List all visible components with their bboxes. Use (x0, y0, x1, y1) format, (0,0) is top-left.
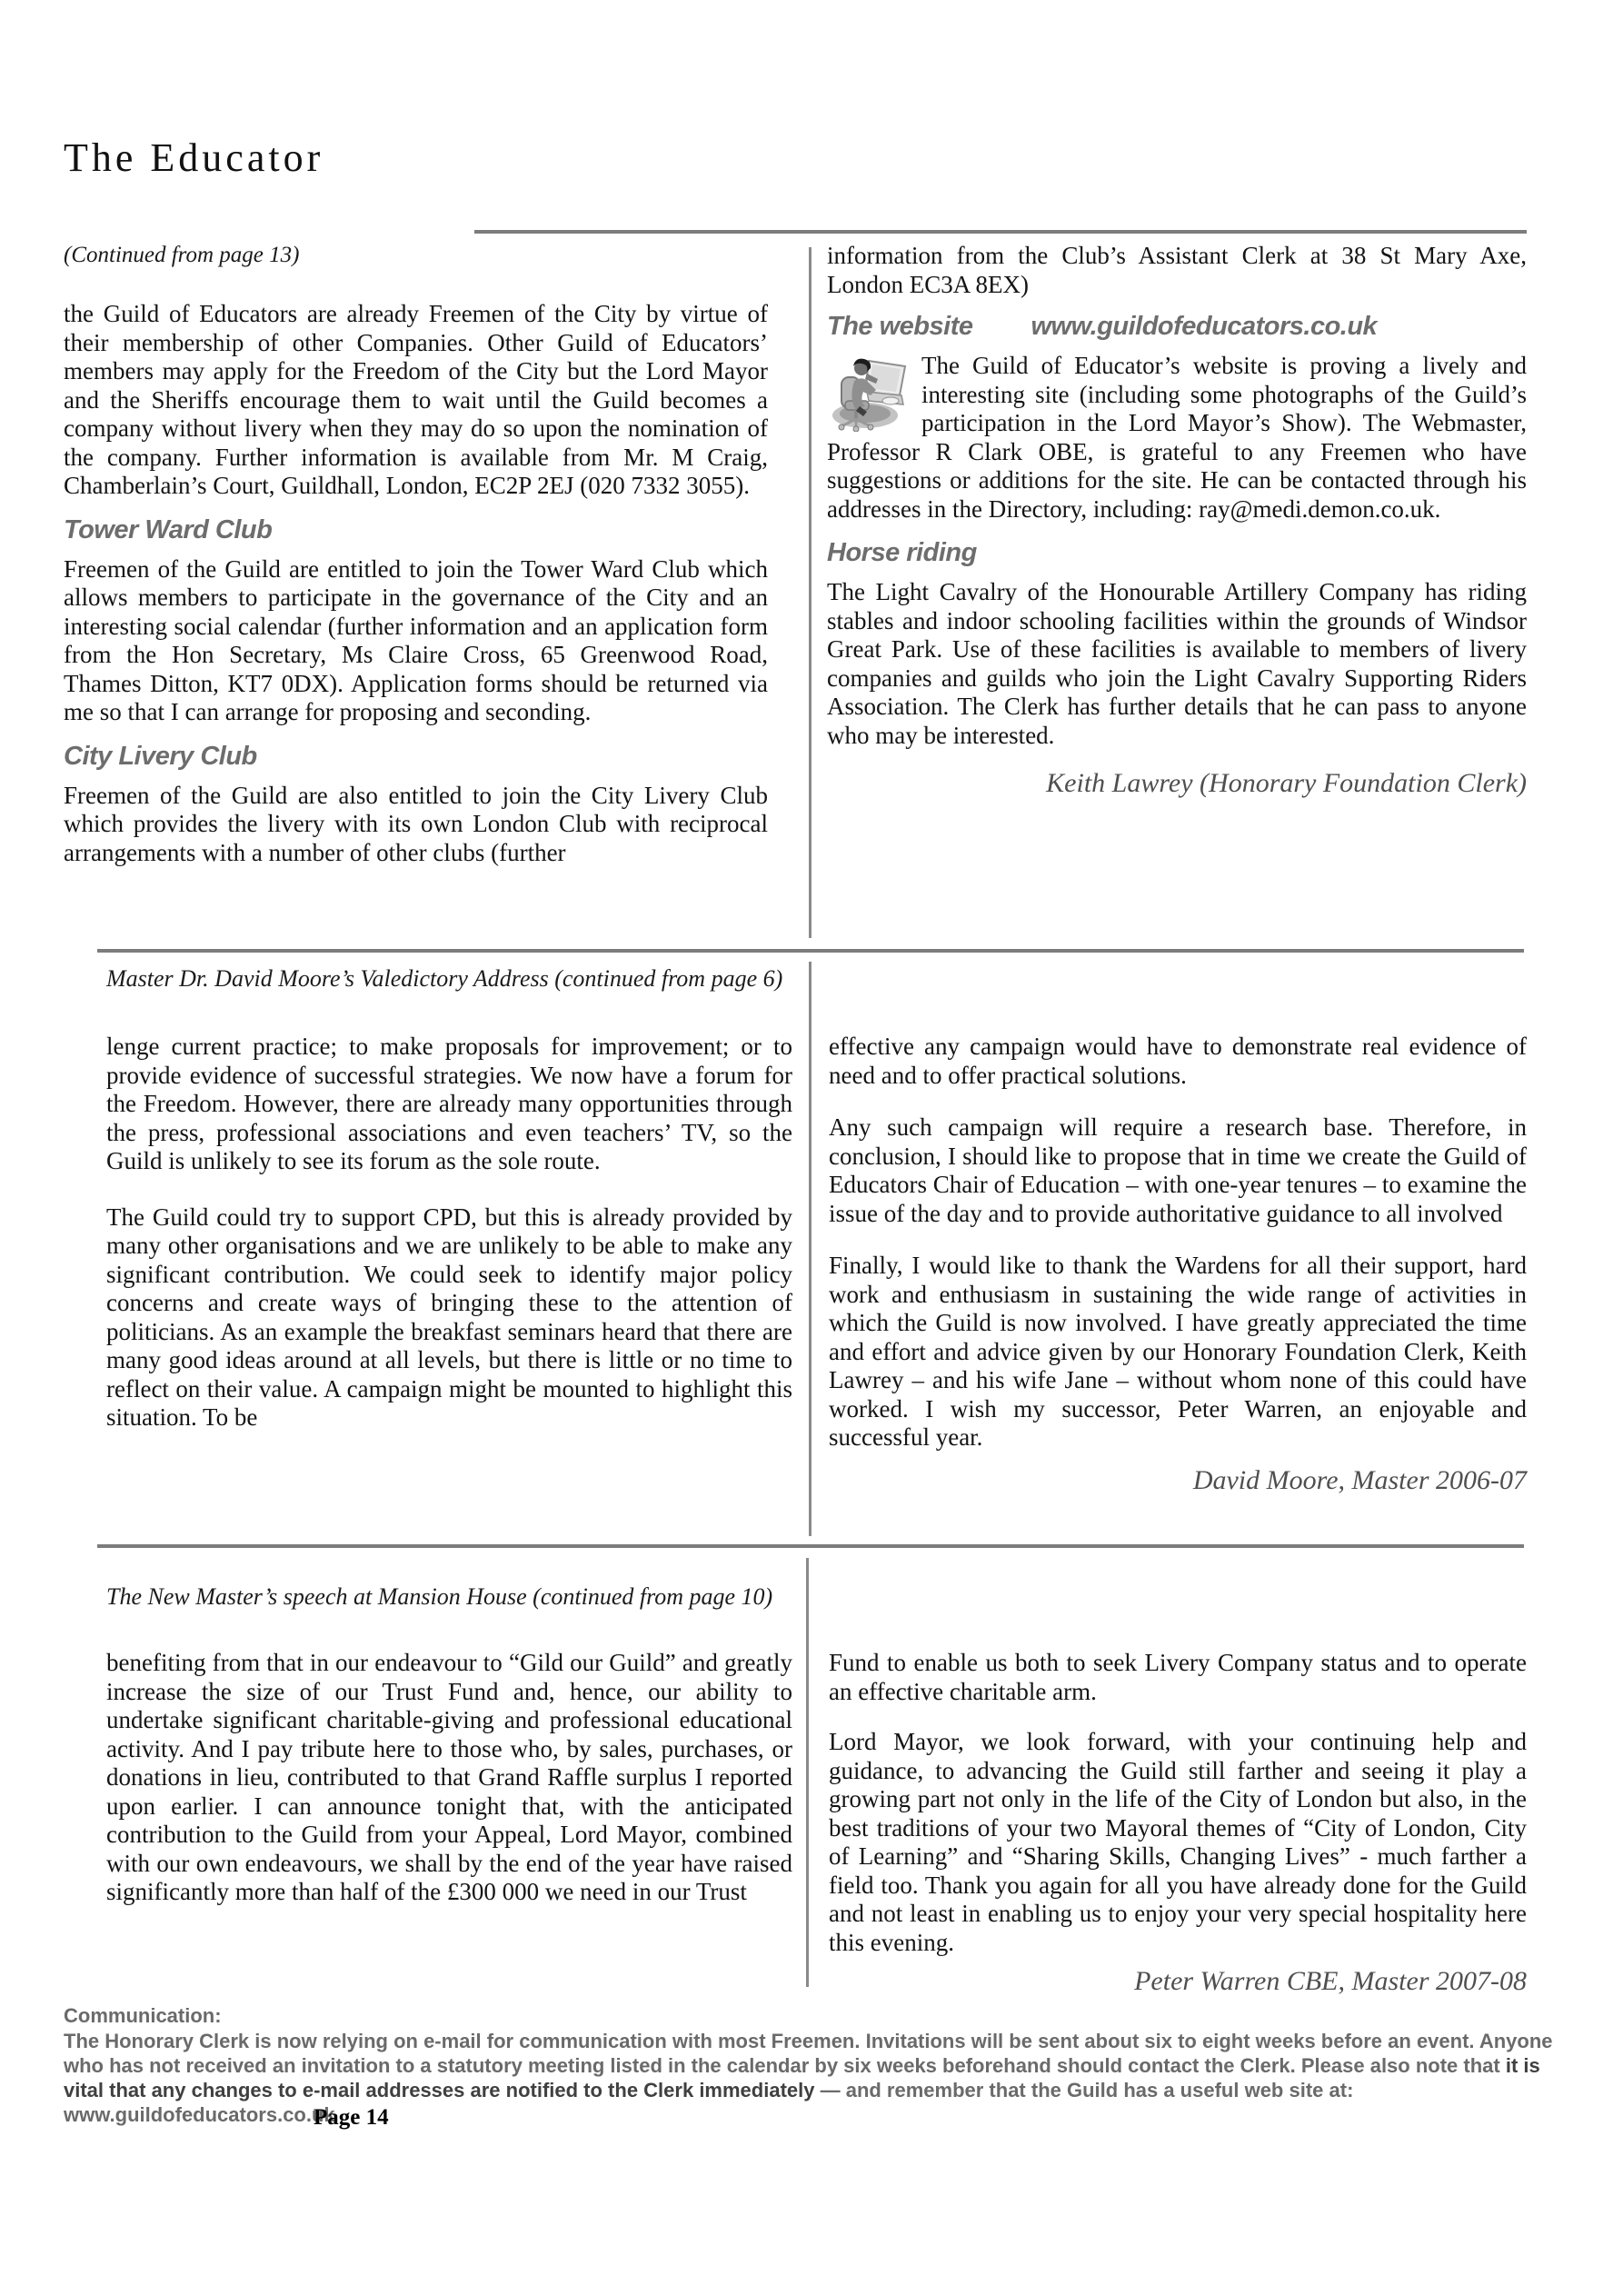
valedictory-left-column (106, 1033, 792, 1433)
signature-david-moore: David Moore, Master 2006-07 (1192, 1464, 1527, 1495)
website-url: www.guildofeducators.co.uk (1031, 312, 1378, 341)
signature-keith-lawrey: Keith Lawrey (Honorary Foundation Clerk) (1046, 768, 1527, 798)
paragraph-valedictory-research: Any such campaign will require a research base. Therefore, in conclusion, I should like to propose that in time we create the Guild of Educators Chair of Education – with one-year tenures – to examine the issue of the day and to provide authoritative guidance to all involved (829, 1113, 1527, 1227)
website-label: The website (827, 312, 973, 341)
page-number: Page 14 (314, 2105, 389, 2130)
top-left-column (64, 242, 768, 867)
paragraph-website (827, 352, 1527, 524)
section-heading-horse-riding: Horse riding (827, 538, 977, 567)
paragraph-mansion-lord-mayor: Lord Mayor, we look forward, with your continuing help and guidance, to advancing the Guild still farther and seeing it play a growing part not only in the life of the City of London but also, in the best traditions of your two Mayoral themes of “City of London, City of Learning” and “Sharing Skills, Changing Lives” - much farther a field too. Thank you again for all you have already done for the Guild and not least in enabling us to enjoy your very special hospitality here this evening. (829, 1728, 1527, 1956)
paragraph-mansion-livery-status: Fund to enable us both to seek Livery Company status and to operate an effective charitable arm. (829, 1649, 1527, 1705)
paragraph-website-text: The Guild of Educator’s website is proving a lively and interesting site (including some photographs of the Guild’s participation in the Lord Mayor’s Show). The Webmaster, Professor R Clark OBE, is grateful to any Freemen who have suggestions or additions for the site. He can be contacted through his addresses in the Directory, including: ray@medi.demon.co.uk. (827, 352, 1527, 523)
person-at-computer-icon (827, 354, 911, 432)
mansion-section-rule (97, 1544, 1524, 1548)
footer-text-part2: — and remember that the Guild has a useful web site at: (814, 2079, 1354, 2101)
mansion-column-divider (806, 1558, 809, 1987)
page-title: The Educator (64, 135, 324, 180)
top-section-rule (474, 230, 1527, 234)
footer-communication-block (64, 2003, 1561, 2127)
website-heading-row (827, 312, 1527, 341)
valedictory-right-column (829, 1033, 1527, 1496)
footer-heading: Communication: (64, 2004, 222, 2027)
footer-website-url: www.guildofeducators.co.uk (64, 2103, 335, 2126)
paragraph-valedictory-thanks: Finally, I would like to thank the Wardens for all their support, hard work and enthusiasm in sustaining the wide range of activities in which the Guild is now involved. I have greatly appreciated the time and effort and advice given by our Honorary Foundation Clerk, Keith Lawrey – and his wife Jane – without whom none of this could have worked. I wish my successor, Peter Warren, an enjoyable and successful year. (829, 1252, 1527, 1451)
mansion-right-column (829, 1649, 1527, 1997)
mansion-left-column (106, 1649, 792, 1907)
paragraph-horse-riding: The Light Cavalry of the Honourable Artillery Company has riding stables and indoor schooling facilities within the grounds of Windsor Great Park. Use of these facilities is available to members of livery companies and guilds who join the Light Cavalry Supporting Riders Association. The Clerk has further details that he can pass to anyone who may be interested. (827, 578, 1527, 749)
paragraph-valedictory-evidence: effective any campaign would have to demonstrate real evidence of need and to offer practical solutions. (829, 1033, 1527, 1089)
valedictory-column-divider (809, 962, 812, 1536)
continued-note: (Continued from page 13) (64, 243, 300, 267)
section-heading-tower-ward-club: Tower Ward Club (64, 514, 273, 544)
valedictory-section-rule (97, 949, 1524, 953)
top-section-column-divider (809, 247, 812, 938)
top-right-column (827, 242, 1527, 799)
footer-text (64, 2029, 1561, 2127)
paragraph-mansion-trust-fund: benefiting from that in our endeavour to “Gild our Guild” and greatly increase the size of our Trust Fund and, hence, our ability to undertake significant charitable-giving and professional educational activity. And I pay tribute here to those who, by sales, purchases, or donations in lieu, contributed to that Grand Raffle surplus I reported upon earlier. I can announce tonight that, with the anticipated contribution to the Guild from your Appeal, Lord Mayor, combined with our own endeavours, we shall by the end of the year have raised significantly more than half of the £300 000 we need in our Trust (106, 1649, 792, 1905)
mansion-section-label: The New Master’s speech at Mansion House (continued from page 10) (106, 1583, 773, 1610)
paragraph-freedom-of-city: the Guild of Educators are already Freemen of the City by virtue of their membership of other Companies. Other Guild of Educators’ members may apply for the Freedom of the City but the Lord Mayor and the Sheriffs encourage them to wait until the Guild becomes a company without livery when they may do so upon the nomination of the company. Further information is available from Mr. M Craig, Chamberlain’s Court, Guildhall, London, EC2P 2EJ (020 7332 3055). (64, 300, 768, 499)
paragraph-assistant-clerk: information from the Club’s Assistant Clerk at 38 St Mary Axe, London EC3A 8EX) (827, 242, 1527, 298)
signature-peter-warren: Peter Warren CBE, Master 2007-08 (1134, 1966, 1527, 1996)
paragraph-city-livery-club: Freemen of the Guild are also entitled to join the City Livery Club which provides the livery with its own London Club with reciprocal arrangements with a number of other clubs (further (64, 781, 768, 866)
section-heading-city-livery-club: City Livery Club (64, 741, 257, 771)
footer-text-part1: The Honorary Clerk is now relying on e-mail for communication with most Freemen. Invitations will be sent about six to eight weeks before an event. Anyone who has not received an invitation to a statutory meeting listed in the calendar by six weeks beforehand should contact the Clerk. Please also note that (64, 2030, 1553, 2077)
paragraph-tower-ward-club: Freemen of the Guild are entitled to join the Tower Ward Club which allows members to participate in the governance of the City and an interesting social calendar (further information and an application form from the Hon Secretary, Ms Claire Cross, 65 Greenwood Road, Thames Ditton, KT7 0DX). Application forms should be returned via me so that I can arrange for proposing and seconding. (64, 554, 768, 725)
footer-text-strong: it is vital that any changes to e-mail addresses are notified to the Clerk immediately (64, 2054, 1540, 2101)
paragraph-valedictory-cpd: The Guild could try to support CPD, but this is already provided by many other organisations and we are unlikely to be able to make any significant contribution. We could seek to identify major policy concerns and create ways of bringing these to the attention of politicians. As an example the breakfast seminars heard that there are many good ideas around at all levels, but there is little or no time to reflect on their value. A campaign might be mounted to highlight this situation. To be (106, 1203, 792, 1431)
valedictory-section-label: Master Dr. David Moore’s Valedictory Address (continued from page 6) (106, 965, 783, 992)
paragraph-valedictory-forum: lenge current practice; to make proposals for improvement; or to provide evidence of successful strategies. We now have a forum for the Freedom. However, there are already many opportunities through the press, professional associations and even teachers’ TV, so the Guild is unlikely to see its forum as the sole route. (106, 1033, 792, 1174)
